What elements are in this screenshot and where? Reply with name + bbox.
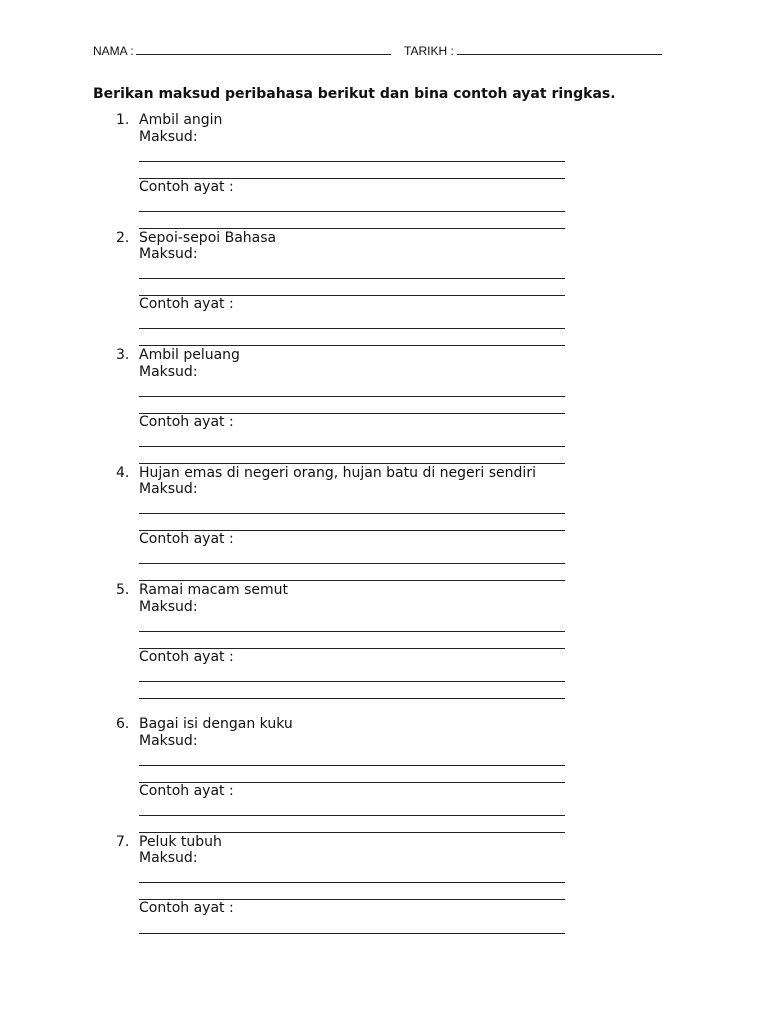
answer-line[interactable] <box>139 446 565 447</box>
answer-line[interactable] <box>139 815 565 816</box>
proverb-text: Hujan emas di negeri orang, hujan batu di negeri sendiri <box>139 465 536 481</box>
answer-line[interactable] <box>139 278 565 279</box>
maksud-label: Maksud: <box>139 364 198 380</box>
item-number: 7. <box>116 834 130 850</box>
proverb-text: Ambil angin <box>139 112 223 128</box>
header-row <box>93 42 662 58</box>
maksud-label: Maksud: <box>139 850 198 866</box>
date-label: TARIKH : <box>404 44 454 58</box>
answer-line[interactable] <box>139 211 565 212</box>
answer-line[interactable] <box>139 698 565 699</box>
contoh-label: Contoh ayat : <box>139 179 234 195</box>
maksud-label: Maksud: <box>139 599 198 615</box>
answer-line[interactable] <box>139 228 565 229</box>
item-number: 3. <box>116 347 130 363</box>
maksud-label: Maksud: <box>139 733 198 749</box>
maksud-label: Maksud: <box>139 246 198 262</box>
instruction-heading: Berikan maksud peribahasa berikut dan bina contoh ayat ringkas. <box>93 86 616 102</box>
contoh-label: Contoh ayat : <box>139 296 234 312</box>
item-number: 1. <box>116 112 130 128</box>
answer-line[interactable] <box>139 345 565 346</box>
proverb-text: Ramai macam semut <box>139 582 289 598</box>
answer-line[interactable] <box>139 396 565 397</box>
answer-line[interactable] <box>139 631 565 632</box>
answer-line[interactable] <box>139 563 565 564</box>
item-number: 6. <box>116 716 130 732</box>
contoh-label: Contoh ayat : <box>139 531 234 547</box>
answer-line[interactable] <box>139 681 565 682</box>
answer-line[interactable] <box>139 463 565 464</box>
item-number: 2. <box>116 230 130 246</box>
answer-line[interactable] <box>139 832 565 833</box>
name-field[interactable] <box>136 42 391 55</box>
name-label: NAMA : <box>93 44 134 58</box>
answer-line[interactable] <box>139 765 565 766</box>
answer-line[interactable] <box>139 882 565 883</box>
proverb-text: Sepoi-sepoi Bahasa <box>139 230 277 246</box>
contoh-label: Contoh ayat : <box>139 900 234 916</box>
maksud-label: Maksud: <box>139 481 198 497</box>
answer-line[interactable] <box>139 933 565 934</box>
contoh-label: Contoh ayat : <box>139 649 234 665</box>
maksud-label: Maksud: <box>139 129 198 145</box>
item-number: 5. <box>116 582 130 598</box>
answer-line[interactable] <box>139 161 565 162</box>
answer-line[interactable] <box>139 513 565 514</box>
contoh-label: Contoh ayat : <box>139 783 234 799</box>
date-field[interactable] <box>457 42 662 55</box>
proverb-text: Ambil peluang <box>139 347 240 363</box>
proverb-text: Bagai isi dengan kuku <box>139 716 293 732</box>
answer-line[interactable] <box>139 328 565 329</box>
contoh-label: Contoh ayat : <box>139 414 234 430</box>
proverb-text: Peluk tubuh <box>139 834 222 850</box>
item-number: 4. <box>116 465 130 481</box>
answer-line[interactable] <box>139 580 565 581</box>
